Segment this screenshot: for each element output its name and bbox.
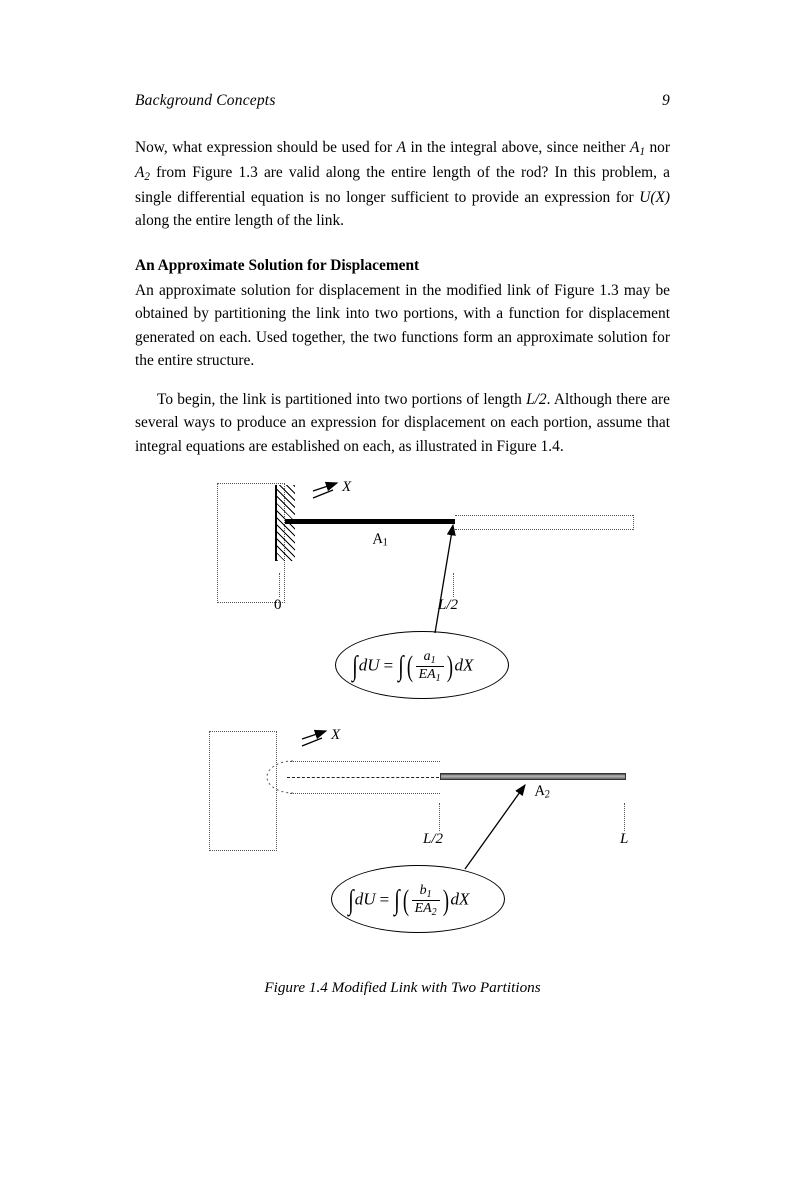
paragraph-3 (135, 388, 670, 458)
top-area-label-A1: $A_1$ (371, 531, 389, 550)
page-content (135, 92, 670, 997)
p1-seg3: nor (645, 139, 670, 156)
top-fraction: $\frac{a_1}{EA_1}$ (416, 649, 444, 684)
p1-var-A1-sub: 1 (639, 146, 645, 159)
bottom-axis-label-X: X (331, 727, 341, 744)
bottom-mid-label-L2: L/2 (423, 831, 444, 848)
paragraph-1 (135, 136, 670, 233)
bottom-end-label-L: L (620, 831, 629, 848)
running-head-title: Background Concepts (135, 92, 276, 109)
p1-var-UX: U(X) (639, 188, 670, 206)
bottom-paren-close: ) (442, 883, 449, 917)
section-heading: An Approximate Solution for Displacement (135, 256, 420, 274)
figure-caption: Figure 1.4 Modified Link with Two Partitions (264, 979, 541, 997)
p1-var-A2-sub: 2 (144, 171, 150, 184)
figure-vector-lines (135, 473, 670, 973)
bottom-int-1: ∫ (348, 884, 354, 916)
p1-var-A1: A (630, 139, 640, 156)
figure-1-4 (135, 473, 670, 973)
top-axis-label-X: X (342, 479, 352, 496)
running-head (135, 92, 670, 110)
p3-var-L2: L/2 (526, 390, 547, 408)
paragraph-2: An approximate solution for displacement in the modified link of Figure 1.3 may be obtained by partitioning the link into two portions, with a function for displacement generated on each. Used together, the two functions form an approximate solution for the entire structure. (135, 281, 670, 369)
p1-var-A: A (396, 139, 406, 156)
p3-seg2: . Although there are several ways to produce an expression for displacement on each portion, assume that integral equations are established on each, as illustrated in Figure 1.4. (135, 390, 670, 455)
bottom-int-2: ∫ (394, 884, 400, 916)
top-dX: dX (454, 655, 474, 675)
bottom-fraction: $\frac{b_1}{EA_2}$ (412, 883, 440, 918)
p1-var-A2: A (135, 163, 145, 181)
p1-seg4: from Figure 1.3 are valid along the entire length of the rod? In this problem, a single differential equation is no longer sufficient to provide an expression for (135, 163, 670, 206)
top-paren-open: ( (406, 649, 413, 683)
top-paren-close: ) (446, 649, 453, 683)
top-equals: = (382, 655, 394, 675)
bottom-equals: = (378, 889, 390, 909)
p3-seg1: To begin, the link is partitioned into two portions of length (157, 390, 527, 408)
bottom-dX: dX (450, 889, 470, 909)
page-number: 9 (662, 92, 670, 109)
top-int-2: ∫ (398, 650, 404, 682)
bottom-dU: dU (354, 889, 376, 909)
top-dU: dU (358, 655, 380, 675)
p1-seg2: in the integral above, since neither (405, 139, 631, 156)
bottom-area-label-A2: $A_2$ (533, 783, 551, 802)
p1-seg5: along the entire length of the link. (135, 212, 344, 230)
top-origin-label-0: 0 (274, 597, 282, 614)
top-mid-label-L2: L/2 (438, 597, 459, 614)
p1-seg1: Now, what expression should be used for (135, 139, 397, 156)
bottom-paren-open: ( (402, 883, 409, 917)
top-int-1: ∫ (352, 650, 358, 682)
